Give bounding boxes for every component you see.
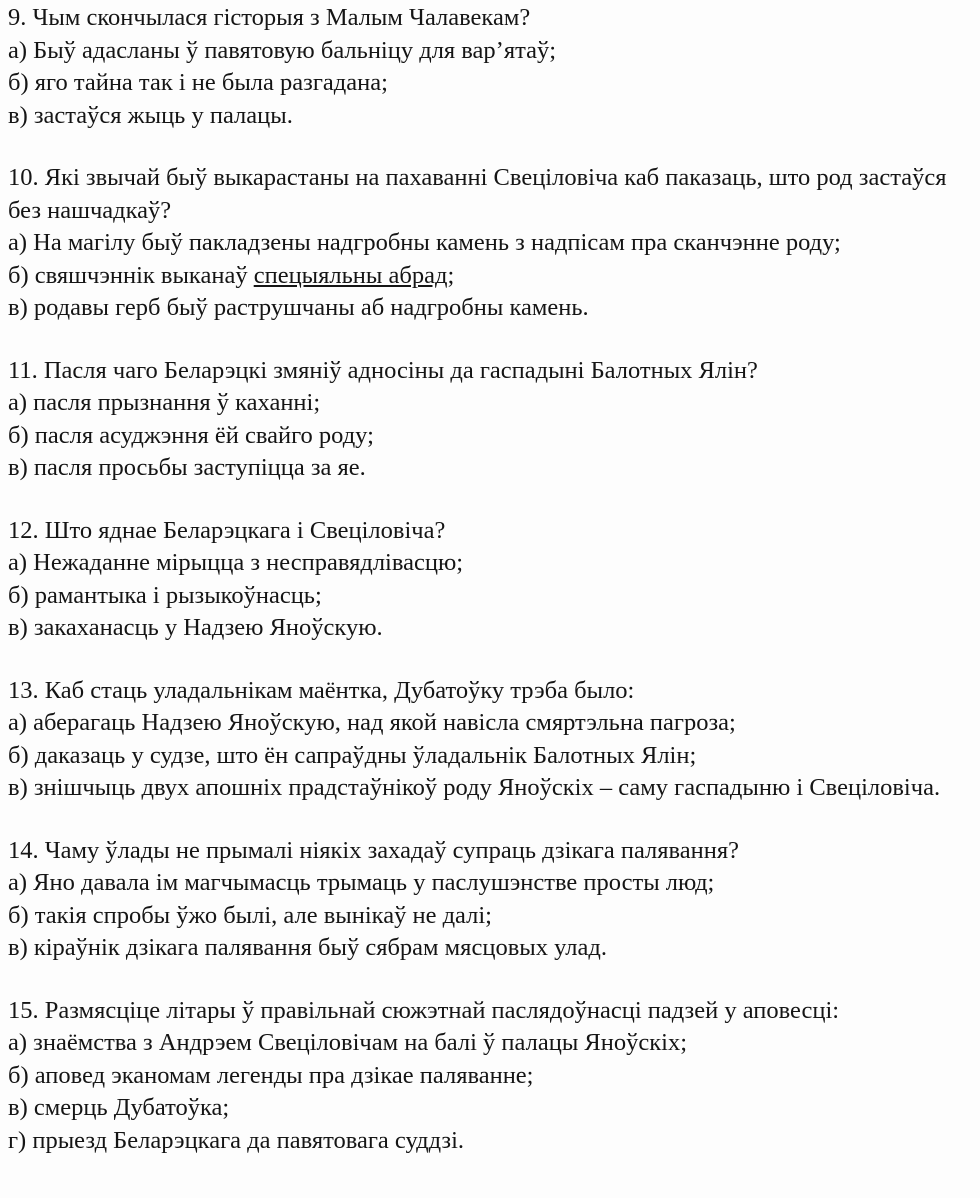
answer-option-a: а) Нежаданне мірыцца з несправядлівасцю;: [8, 549, 464, 576]
question-15: [8, 995, 974, 1158]
answer-option-b-tail: ;: [447, 261, 455, 289]
question-10: [8, 162, 974, 325]
answer-option-b: б) пасля асуджэння ёй свайго роду;: [8, 421, 374, 449]
underlined-phrase: спецыяльны абрад: [253, 261, 448, 289]
question-text: 13. Каб стаць уладальнікам маёнтка, Дубатоўку трэба было:: [8, 676, 635, 704]
answer-option-b: б) аповед эканомам легенды пра дзікае паляванне;: [8, 1061, 534, 1089]
answer-option-d: г) прыезд Беларэцкага да павятовага суддзі.: [8, 1126, 465, 1154]
answer-option-a: а) знаёмства з Андрэем Свеціловічам на балі ў палацы Яноўскіх;: [8, 1029, 688, 1056]
answer-option-a: а) Быў адасланы ў павятовую бальніцу для вар’ятаў;: [8, 36, 557, 64]
answer-option-c: в) кіраўнік дзікага палявання быў сябрам мясцовых улад.: [8, 934, 607, 961]
answer-option-c: в) знішчыць двух апошніх прадстаўнікоў роду Яноўскіх – саму гаспадыню і Свеціловіча.: [8, 774, 941, 801]
question-9: [8, 2, 974, 132]
question-text: 12. Што яднае Беларэцкага і Свеціловіча?: [8, 516, 446, 544]
answer-option-b: б) рамантыка і рызыкоўнасць;: [8, 581, 322, 609]
answer-option-c: в) закаханасць у Надзею Яноўскую.: [8, 614, 383, 641]
question-text: 14. Чаму ўлады не прымалі ніякіх захадаў супраць дзікага палявання?: [8, 836, 740, 864]
question-text: 10. Які звычай быў выкарастаны на пахаванні Свеціловіча каб паказаць, што род застаўся без нашчадкаў?: [8, 164, 947, 224]
answer-option-b: б) такія спробы ўжо былі, але вынікаў не далі;: [8, 901, 492, 929]
answer-option-c: в) смерць Дубатоўка;: [8, 1094, 230, 1121]
answer-option-b: б) яго тайна так і не была разгадана;: [8, 69, 388, 96]
answer-option-b: [8, 260, 974, 293]
question-14: [8, 835, 974, 965]
question-text: 11. Пасля чаго Беларэцкі змяніў адносіны да гаспадыні Балотных Ялін?: [8, 356, 758, 384]
question-text: 15. Размясціце літары ў правільнай сюжэтнай паслядоўнасці падзей у аповесці:: [8, 996, 840, 1024]
answer-option-b-lead: б) свяшчэннік выканаў: [8, 261, 254, 289]
answer-option-c: в) пасля просьбы заступіцца за яе.: [8, 454, 366, 481]
answer-option-c: в) застаўся жыць у палацы.: [8, 101, 293, 129]
question-13: [8, 675, 974, 805]
answer-option-a: а) На магілу быў пакладзены надгробны камень з надпісам пра сканчэнне роду;: [8, 229, 841, 256]
question-text: 9. Чым скончылася гісторыя з Малым Чалавекам?: [8, 4, 531, 31]
answer-option-a: а) Яно давала ім магчымасць трымаць у паслушэнстве просты люд;: [8, 869, 715, 896]
answer-option-b: б) даказаць у судзе, што ён сапраўдны ўладальнік Балотных Ялін;: [8, 741, 697, 769]
quiz-page: [8, 2, 974, 1187]
answer-option-a: а) аберагаць Надзею Яноўскую, над якой навісла смяртэльна пагроза;: [8, 709, 736, 736]
answer-option-a: а) пасля прызнання ў каханні;: [8, 389, 321, 416]
question-11: [8, 355, 974, 485]
question-12: [8, 515, 974, 645]
answer-option-c: в) родавы герб быў раструшчаны аб надгробны камень.: [8, 294, 589, 321]
